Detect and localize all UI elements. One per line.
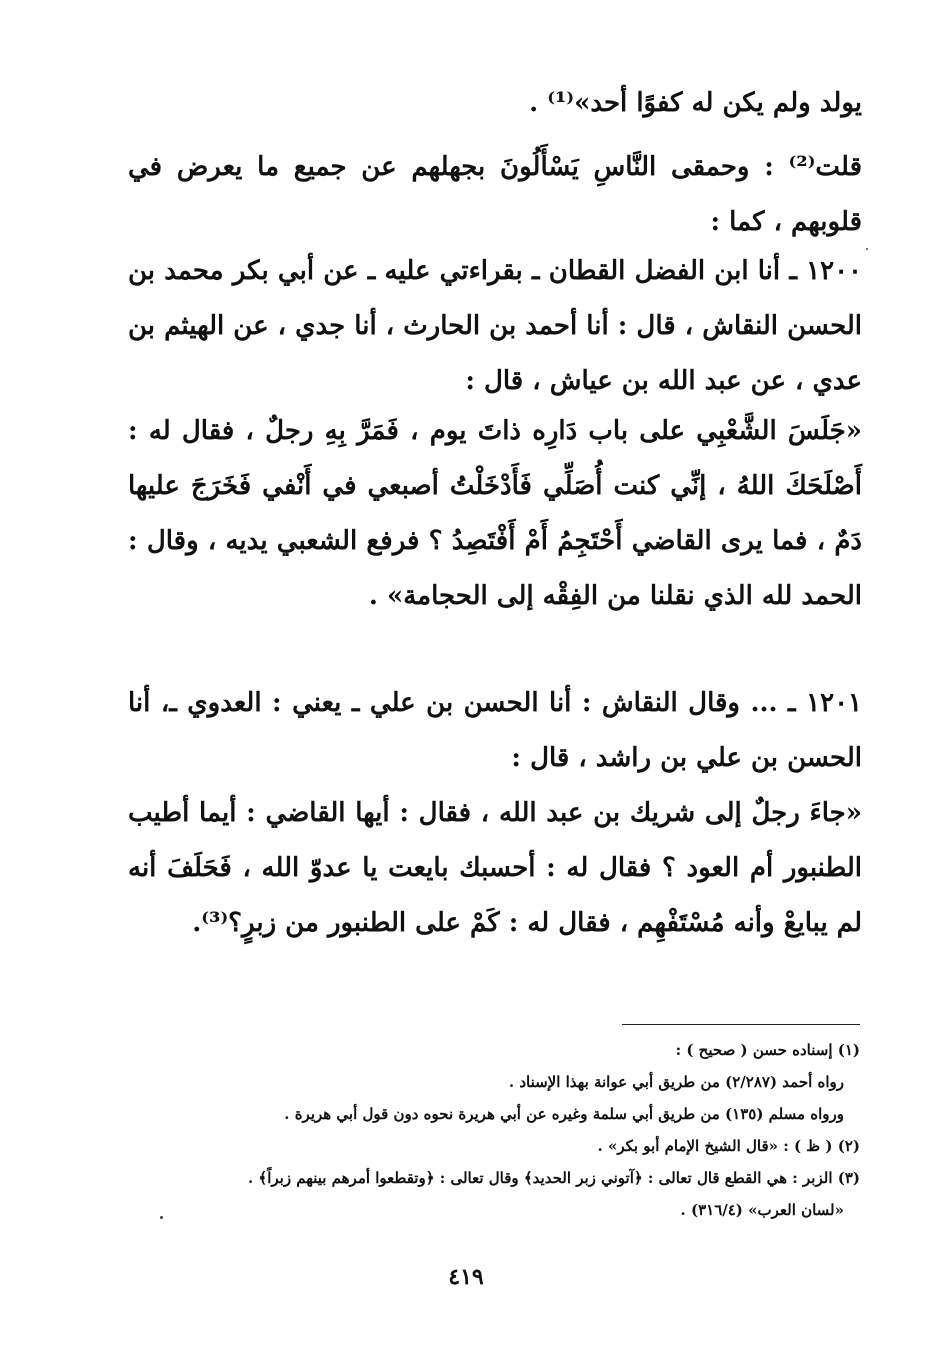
footnote-3-source: «لسان العرب» (٣١٦/٤) . [680,1201,844,1219]
footnote-1-line-a: رواه أحمد (٢/٢٨٧) من طريق أبي عوانة بهذا الإسناد . [508,1073,844,1091]
paragraph-continuation: يولد ولم يكن له كفوًا أحد»⁽¹⁾ . [529,88,862,118]
page-number: ٤١٩ [448,1264,484,1290]
paragraph-comment: قلت⁽²⁾ : وحمقى النَّاسِ يَسْأَلُونَ بجهلهم عن جميع ما يعرض في قلوبهم ، كما : [128,152,862,237]
footnote-2: (٢) ( ظ ) : «قال الشيخ الإمام أبو بكر» . [597,1137,860,1155]
footnote-3: (٣) الزبر : هي القطع قال تعالى : ﴿آتوني زبر الحديد﴾ وقال تعالى : ﴿وتقطعوا أمرهم بينهم زبراً﴾ . [247,1169,860,1187]
hadith-1200-isnad: ١٢٠٠ ـ أنا ابن الفضل القطان ـ بقراءتي عليه ـ عن أبي بكر محمد بن الحسن النقاش ، قال : أنا أحمد بن الحارث ، أنا جدي ، عن الهيثم بن عدي ، عن عبد الله بن عياش ، قال : [128,256,862,396]
footnotes [100,1034,860,1226]
hadith-1201-isnad: ١٢٠١ ـ ... وقال النقاش : أنا الحسن بن علي ـ يعني : العدوي ـ، أنا الحسن بن علي بن راشد ، قال : [128,688,862,773]
footnote-1: (١) إسناده حسن ( صحيح ) : [675,1041,860,1059]
scan-speck [866,248,868,250]
footnote-1-line-b: ورواه مسلم (١٣٥) من طريق أبي سلمة وغيره عن أبي هريرة نحوه دون قول أبي هريرة . [284,1105,844,1123]
footnote-divider [622,1024,860,1025]
hadith-1201-matn: «جاءَ رجلٌ إلى شريك بن عبد الله ، فقال : أيها القاضي : أيما أطيب الطنبور أم العود ؟ فقال له : أحسبك بايعت يا عدوّ الله ، فَحَلَفَ أنه لم يبايعْ وأنه مُسْتَفْهِم ، فقال له : كَمْ على الطنبور من زبرٍ؟⁽³⁾. [128,798,862,938]
hadith-1200-matn: «جَلَسَ الشَّعْبِي على باب دَارِه ذاتَ يوم ، فَمَرَّ بِهِ رجلٌ ، فقال له : أَصْلَحَكَ اللهُ ، إنِّي كنت أُصَلِّي فَأَدْخَلْتُ أصبعي في أَنْفي فَخَرَجَ عليها دَمٌ ، فما يرى القاضي أَحْتَجِمُ أَمْ أَفْتَصِدُ ؟ فرفع الشعبي يديه ، وقال : الحمد لله الذي نقلنا من الفِقْه إلى الحجامة» . [128,416,862,611]
scan-speck [160,1216,163,1219]
